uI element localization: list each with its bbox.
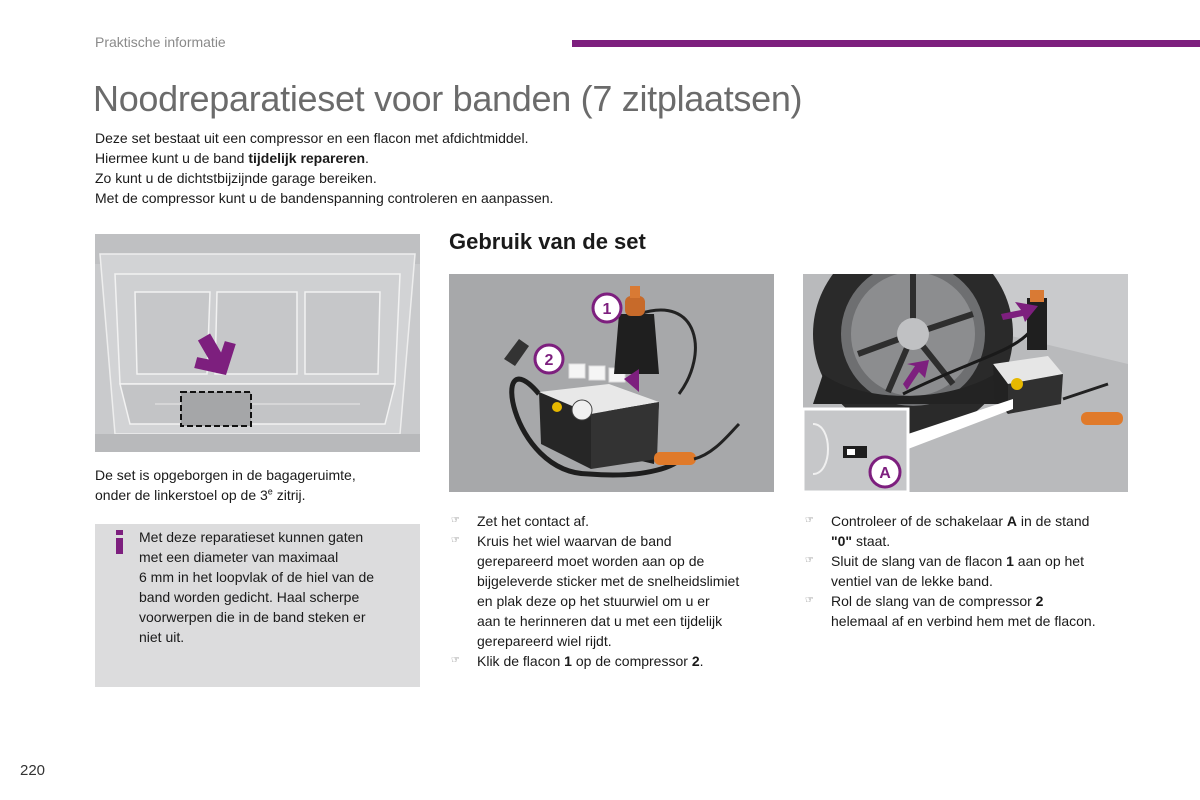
intro-line: Met de compressor kunt u de bandenspanning controleren en aanpassen. bbox=[95, 190, 554, 206]
steps-list-right bbox=[803, 511, 1143, 631]
list-item: ☞ Zet het contact af. bbox=[451, 513, 590, 529]
storage-caption: De set is opgeborgen in de bagageruimte, onder de linkerstoel op de 3e zitrij. bbox=[95, 467, 356, 503]
intro-line: Deze set bestaat uit een compressor en een flacon met afdichtmiddel. bbox=[95, 130, 529, 146]
figure-label-1: 1 bbox=[602, 301, 612, 318]
compressor-illustration bbox=[449, 274, 774, 492]
trunk-illustration bbox=[95, 234, 420, 452]
list-item: ☞ Controleer of de schakelaar A in de stand "0" staat. bbox=[805, 513, 1090, 549]
intro-line: Hiermee kunt u de band tijdelijk repareren. bbox=[95, 150, 369, 166]
pointing-hand-icon: ☞ bbox=[805, 595, 814, 606]
info-text: Met deze reparatieset kunnen gaten met een diameter van maximaal 6 mm in het loopvlak of de hiel van de band worden gedicht. Haal scherpe voorwerpen die in de band steken er niet uit. bbox=[139, 529, 375, 645]
section-accent-bar bbox=[572, 40, 1200, 47]
wheel-illustration bbox=[803, 274, 1128, 492]
page-number: 220 bbox=[20, 762, 46, 779]
intro-line: Zo kunt u de dichtstbijzijnde garage bereiken. bbox=[95, 170, 377, 186]
pointing-hand-icon: ☞ bbox=[451, 535, 460, 546]
figure-label-2: 2 bbox=[544, 352, 554, 369]
info-icon bbox=[112, 530, 128, 554]
list-item: ☞ Klik de flacon 1 op de compressor 2. bbox=[451, 653, 704, 669]
steps-list-left bbox=[449, 511, 779, 671]
figure-label-A: A bbox=[879, 465, 891, 482]
list-item: ☞ Kruis het wiel waarvan de band gerepareerd moet worden aan op de bijgeleverde sticker met de snelheidslimiet en plak deze op het stuurwiel om u er aan te herinneren dat u met een tijdelijk gerepareerd wiel rijdt. bbox=[451, 533, 740, 649]
pointing-hand-icon: ☞ bbox=[451, 655, 460, 666]
pointing-hand-icon: ☞ bbox=[451, 515, 460, 526]
list-item: ☞ Sluit de slang van de flacon 1 aan op het ventiel van de lekke band. bbox=[805, 553, 1084, 589]
section-label: Praktische informatie bbox=[95, 34, 226, 50]
pointing-hand-icon: ☞ bbox=[805, 515, 814, 526]
page-title: Noodreparatieset voor banden (7 zitplaatsen) bbox=[93, 78, 803, 119]
intro-paragraph bbox=[95, 128, 553, 208]
usage-heading: Gebruik van de set bbox=[449, 229, 646, 254]
list-item: ☞ Rol de slang van de compressor 2 helemaal af en verbind hem met de flacon. bbox=[805, 593, 1096, 629]
pointing-hand-icon: ☞ bbox=[805, 555, 814, 566]
